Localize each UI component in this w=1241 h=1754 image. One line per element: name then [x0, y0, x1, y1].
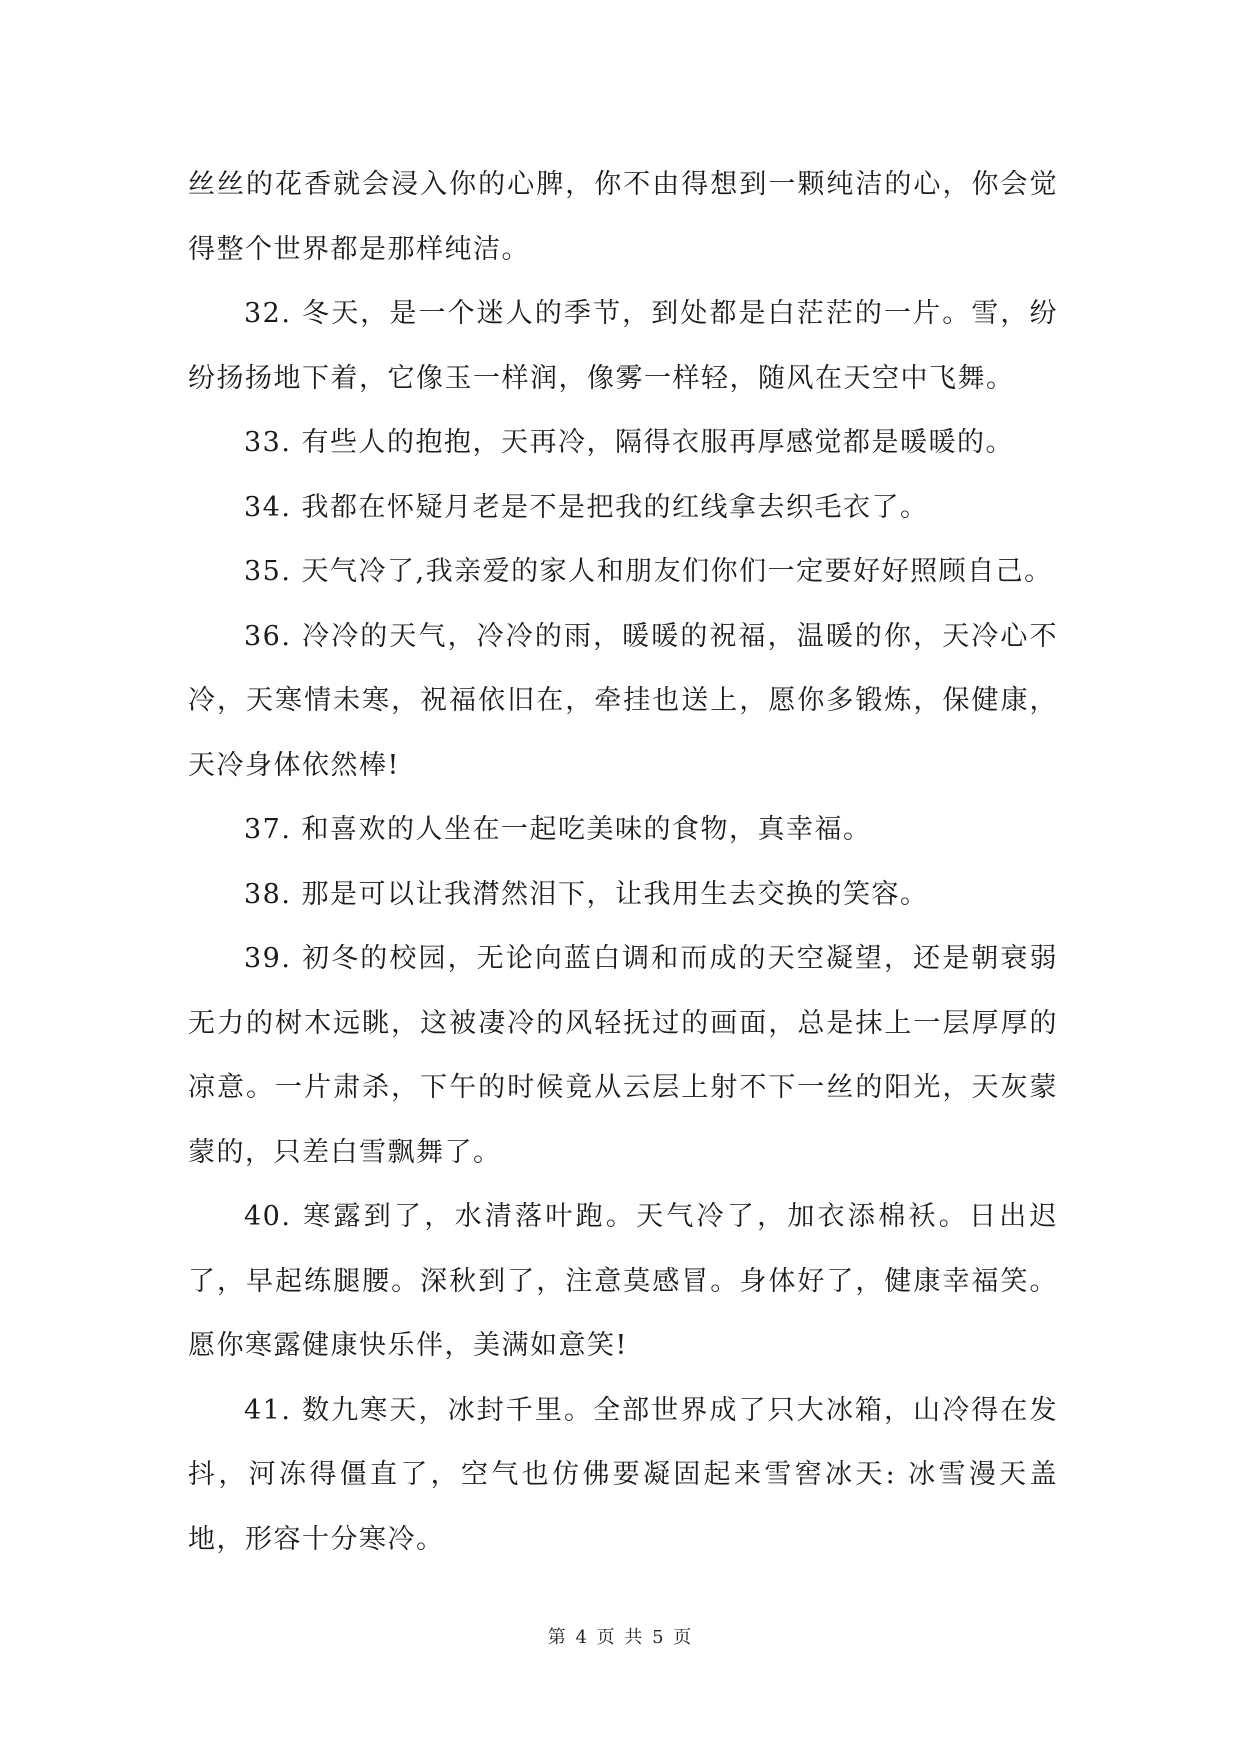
paragraph-39: 39. 初冬的校园，无论向蓝白调和而成的天空凝望，还是朝衰弱无力的树木远眺，这被凄冷的风轻抚过的画面，总是抹上一层厚厚的凉意。一片肃杀，下午的时候竟从云层上射不下一丝的阳光，天灰蒙蒙的，只差白雪飘舞了。: [188, 943, 1058, 1168]
paragraph-40: 40. 寒露到了，水清落叶跑。天气冷了，加衣添棉袄。日出迟了，早起练腿腰。深秋到了，注意莫感冒。身体好了，健康幸福笑。愿你寒露健康快乐伴，美满如意笑!: [188, 1201, 1058, 1361]
paragraph-35: 35. 天气冷了,我亲爱的家人和朋友们你们一定要好好照顾自己。: [244, 556, 1053, 587]
page-footer: 第 4 页 共 5 页: [547, 1627, 694, 1648]
paragraph-37: 37. 和喜欢的人坐在一起吃美味的食物，真幸福。: [244, 814, 872, 845]
paragraph-continuation: 丝丝的花香就会浸入你的心脾，你不由得想到一颗纯洁的心，你会觉得整个世界都是那样纯洁。: [188, 169, 1058, 265]
paragraph-36: 36. 冷冷的天气，冷冷的雨，暖暖的祝福，温暖的你，天冷心不冷，天寒情未寒，祝福依旧在，牵挂也送上，愿你多锻炼，保健康，天冷身体依然棒!: [188, 620, 1058, 781]
document-body: [188, 153, 1058, 1572]
paragraph-32: 32. 冬天，是一个迷人的季节，到处都是白茫茫的一片。雪，纷纷扬扬地下着，它像玉一样润，像雾一样轻，随风在天空中飞舞。: [188, 298, 1058, 394]
paragraph-38: 38. 那是可以让我潸然泪下，让我用生去交换的笑容。: [244, 878, 929, 910]
paragraph-34: 34. 我都在怀疑月老是不是把我的红线拿去织毛衣了。: [244, 491, 929, 523]
paragraph-41: 41. 数九寒天，冰封千里。全部世界成了只大冰箱，山冷得在发抖，河冻得僵直了，空气也仿佛要凝固起来雪窖冰天: 冰雪漫天盖地，形容十分寒冷。: [188, 1394, 1058, 1555]
paragraph-33: 33. 有些人的抱抱，天再冷，隔得衣服再厚感觉都是暖暖的。: [244, 427, 1015, 458]
